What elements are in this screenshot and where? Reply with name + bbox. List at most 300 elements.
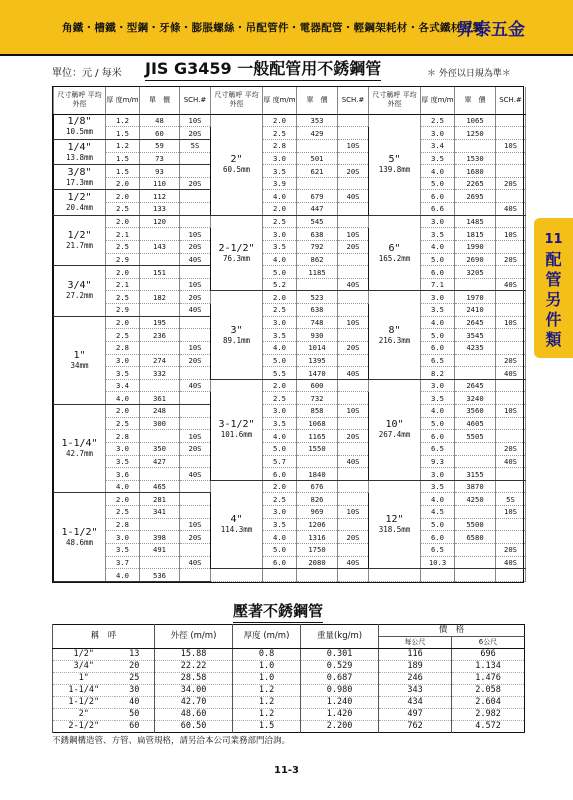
thickness-cell: 3.0 [263, 152, 297, 165]
thickness-cell: 3.0 [106, 354, 140, 367]
price-cell [140, 278, 180, 291]
thickness-cell: 3.0 [106, 442, 140, 455]
sch-cell [496, 240, 526, 253]
thickness-cell: 5.0 [421, 177, 455, 190]
thickness: 1.2 [233, 697, 301, 709]
weight: 0.980 [301, 685, 379, 697]
table-row [54, 506, 526, 519]
price-cell: 1990 [455, 240, 496, 253]
outer-diameter: 42.70 [155, 697, 233, 709]
thickness-cell: 1.2 [106, 139, 140, 152]
size-cell [211, 291, 263, 379]
thickness-cell: 2.5 [421, 114, 455, 127]
table-row [54, 455, 526, 468]
header-price: 單 價 [455, 87, 496, 114]
price-cell: 1206 [297, 518, 338, 531]
sch-cell [496, 291, 526, 304]
price-cell: 638 [297, 228, 338, 241]
sch-cell [338, 203, 369, 216]
thickness-cell: 2.0 [106, 190, 140, 203]
header-price: 單 價 [297, 87, 338, 114]
size-inch: 1" [53, 673, 115, 685]
price-per-6m: 1.476 [452, 673, 525, 685]
sch-cell [496, 165, 526, 178]
price-cell [140, 468, 180, 481]
thickness-cell: 2.5 [106, 417, 140, 430]
outer-diameter: 42.7mm [65, 449, 94, 459]
size-label: 1/8" [67, 116, 92, 128]
price-cell: 1250 [455, 127, 496, 140]
price-cell: 60 [140, 127, 180, 140]
thickness-cell: 2.5 [106, 329, 140, 342]
sch-cell [496, 329, 526, 342]
thickness-cell: 5.0 [421, 417, 455, 430]
empty-cell [455, 569, 496, 582]
sch-cell: 10S [338, 405, 369, 418]
sch-cell [496, 430, 526, 443]
thickness-cell: 2.5 [263, 127, 297, 140]
price-cell: 3545 [455, 329, 496, 342]
table-row [54, 531, 526, 544]
sch-cell [338, 468, 369, 481]
sch-cell [496, 341, 526, 354]
size-mm: 30 [115, 685, 155, 697]
thickness-cell: 2.1 [106, 278, 140, 291]
sch-cell: 20S [180, 354, 211, 367]
price-cell: 501 [297, 152, 338, 165]
thickness-cell: 3.0 [421, 468, 455, 481]
size-label: 3-1/2" [218, 419, 255, 431]
price-cell: 1750 [297, 543, 338, 556]
price-cell [455, 139, 496, 152]
size-cell [54, 493, 106, 582]
sch-cell: 10S [338, 316, 369, 329]
price-cell: 427 [140, 455, 180, 468]
section-title-press: 壓著不銹鋼管 [233, 600, 323, 623]
thickness-cell: 2.5 [263, 493, 297, 506]
sch-cell [180, 165, 211, 178]
sch-cell [338, 266, 369, 279]
thickness-cell: 1.2 [106, 114, 140, 127]
price-cell [140, 518, 180, 531]
thickness: 1.2 [233, 685, 301, 697]
thickness-cell: 3.5 [263, 518, 297, 531]
price-cell: 3205 [455, 266, 496, 279]
thickness-cell: 2.0 [106, 316, 140, 329]
price-cell: 679 [297, 190, 338, 203]
thickness-cell: 3.5 [421, 152, 455, 165]
size-cell [369, 114, 421, 215]
header-size: 稱 呼 [53, 625, 155, 649]
price-cell: 523 [297, 291, 338, 304]
sch-cell [180, 405, 211, 418]
outer-diameter: 22.22 [155, 661, 233, 673]
table-row [54, 114, 526, 127]
sch-cell [338, 543, 369, 556]
price-per-meter: 343 [379, 685, 452, 697]
thickness-cell: 3.0 [263, 316, 297, 329]
thickness-cell: 3.0 [421, 127, 455, 140]
price-cell: 3240 [455, 392, 496, 405]
sch-cell: 20S [180, 127, 211, 140]
table-row [54, 266, 526, 279]
sch-cell: 10S [180, 228, 211, 241]
header-price: 單 價 [140, 87, 180, 114]
price-per-6m: 2.058 [452, 685, 525, 697]
sch-cell: 40S [496, 455, 526, 468]
sch-cell [338, 215, 369, 228]
sch-cell [496, 379, 526, 392]
size-cell [211, 379, 263, 480]
price-cell: 361 [140, 392, 180, 405]
sch-cell [338, 114, 369, 127]
thickness-cell: 4.0 [263, 190, 297, 203]
thickness-cell: 3.0 [421, 291, 455, 304]
price-table-press [52, 624, 525, 733]
chapter-label [534, 250, 573, 350]
size-cell [54, 266, 106, 317]
size-inch: 2" [53, 709, 115, 721]
table-row [54, 190, 526, 203]
thickness-cell: 6.5 [421, 442, 455, 455]
price-cell: 676 [297, 480, 338, 493]
header-sch: SCH.# [496, 87, 526, 114]
empty-cell [297, 569, 338, 582]
price-cell: 792 [297, 240, 338, 253]
size-cell [54, 405, 106, 493]
thickness-cell: 9.3 [421, 455, 455, 468]
thickness-cell: 3.0 [263, 405, 297, 418]
thickness-cell: 2.5 [106, 291, 140, 304]
size-label: 12" [385, 514, 404, 526]
outer-diameter: 13.8mm [65, 152, 94, 162]
price-per-meter: 189 [379, 661, 452, 673]
price-cell: 353 [297, 114, 338, 127]
thickness-cell: 3.5 [106, 543, 140, 556]
thickness-cell: 3.4 [421, 139, 455, 152]
chapter-tab[interactable] [534, 218, 573, 358]
thickness-cell: 5.0 [263, 266, 297, 279]
sch-cell [496, 468, 526, 481]
sch-cell [338, 304, 369, 317]
sch-cell [180, 266, 211, 279]
thickness-cell: 3.5 [263, 240, 297, 253]
table-row [54, 278, 526, 291]
price-cell: 1014 [297, 341, 338, 354]
price-cell: 151 [140, 266, 180, 279]
price-cell: 182 [140, 291, 180, 304]
empty-cell [338, 569, 369, 582]
price-cell [140, 253, 180, 266]
size-label: 2" [230, 154, 243, 166]
size-label: 2-1/2" [218, 242, 255, 254]
thickness-cell: 7.1 [421, 278, 455, 291]
size-cell [369, 480, 421, 568]
price-cell [140, 304, 180, 317]
weight: 0.687 [301, 673, 379, 685]
thickness-cell: 4.0 [421, 240, 455, 253]
price-cell [140, 379, 180, 392]
size-mm: 13 [115, 649, 155, 661]
thickness-cell: 4.0 [421, 405, 455, 418]
sch-cell [338, 354, 369, 367]
thickness-cell: 2.0 [263, 379, 297, 392]
price-cell: 3155 [455, 468, 496, 481]
sch-cell [180, 480, 211, 493]
sch-cell: 40S [180, 468, 211, 481]
price-cell [455, 556, 496, 569]
table-row [53, 709, 525, 721]
price-cell: 2690 [455, 253, 496, 266]
size-mm: 20 [115, 661, 155, 673]
sch-cell: 40S [180, 379, 211, 392]
thickness-cell: 3.5 [421, 392, 455, 405]
thickness-cell: 3.5 [421, 228, 455, 241]
outer-diameter: 34mm [70, 360, 89, 370]
size-mm: 60 [115, 721, 155, 733]
price-cell: 59 [140, 139, 180, 152]
price-cell: 1185 [297, 266, 338, 279]
table-row [54, 215, 526, 228]
price-cell [455, 278, 496, 291]
thickness-cell: 5.0 [421, 253, 455, 266]
thickness-cell: 4.0 [106, 392, 140, 405]
outer-diameter: 15.88 [155, 649, 233, 661]
thickness-cell: 4.0 [263, 430, 297, 443]
price-cell: 2080 [297, 556, 338, 569]
sch-cell: 40S [338, 190, 369, 203]
thickness-cell: 3.5 [263, 417, 297, 430]
price-cell: 143 [140, 240, 180, 253]
size-cell [54, 139, 106, 164]
thickness-cell: 4.0 [263, 253, 297, 266]
outer-diameter: 28.58 [155, 673, 233, 685]
weight: 0.529 [301, 661, 379, 673]
header-per-6m: 6公尺 [452, 637, 525, 649]
size-label: 1-1/2" [61, 526, 98, 538]
table-row [54, 203, 526, 216]
price-cell: 281 [140, 493, 180, 506]
sch-cell: 10S [338, 506, 369, 519]
outer-diameter: 114.3mm [220, 525, 253, 535]
sch-cell: 40S [180, 253, 211, 266]
sch-cell [180, 417, 211, 430]
sch-cell [180, 329, 211, 342]
sch-cell [180, 190, 211, 203]
outer-diameter: 34.00 [155, 685, 233, 697]
thickness-cell: 2.9 [106, 304, 140, 317]
sch-cell [180, 569, 211, 582]
thickness-cell: 3.0 [263, 506, 297, 519]
thickness-cell: 3.7 [106, 556, 140, 569]
size-label: 1/2" [67, 192, 92, 204]
outer-diameter: 10.5mm [65, 127, 94, 137]
sch-cell: 10S [180, 114, 211, 127]
empty-cell [496, 569, 526, 582]
empty-cell [263, 569, 297, 582]
table-row [54, 316, 526, 329]
thickness-cell: 3.5 [421, 480, 455, 493]
price-cell [455, 203, 496, 216]
thickness-cell: 2.0 [263, 114, 297, 127]
table-row [53, 673, 525, 685]
price-cell: 969 [297, 506, 338, 519]
price-cell: 1065 [455, 114, 496, 127]
price-per-6m: 2.982 [452, 709, 525, 721]
price-cell: 195 [140, 316, 180, 329]
sch-cell [180, 367, 211, 380]
thickness: 1.0 [233, 673, 301, 685]
price-cell: 447 [297, 203, 338, 216]
thickness-cell: 3.0 [421, 215, 455, 228]
sch-cell [338, 417, 369, 430]
table-row [54, 518, 526, 531]
price-cell: 236 [140, 329, 180, 342]
sch-cell [180, 543, 211, 556]
sch-cell: 20S [496, 442, 526, 455]
price-cell: 1550 [297, 442, 338, 455]
table-row [54, 152, 526, 165]
thickness-cell: 2.0 [106, 405, 140, 418]
table-row [54, 329, 526, 342]
size-cell [54, 114, 106, 139]
price-grid [53, 87, 526, 582]
table-row [54, 291, 526, 304]
table-row [54, 228, 526, 241]
sch-cell: 20S [496, 253, 526, 266]
price-cell: 930 [297, 329, 338, 342]
thickness-cell: 3.6 [106, 468, 140, 481]
table-row [54, 569, 526, 582]
thickness-cell: 2.0 [106, 177, 140, 190]
table-row [54, 468, 526, 481]
footnote: 不銹鋼構造管、方管、扁管規格，請另洽本公司業務部門洽詢。 [52, 736, 291, 746]
size-label: 3/8" [67, 166, 92, 178]
size-label: 1" [73, 349, 86, 361]
thickness-cell: 6.0 [421, 341, 455, 354]
sch-cell: 20S [338, 240, 369, 253]
table-row [54, 177, 526, 190]
sch-cell: 10S [180, 278, 211, 291]
sch-cell: 20S [180, 177, 211, 190]
price-cell: 491 [140, 543, 180, 556]
thickness-cell: 4.0 [421, 316, 455, 329]
price-cell: 4250 [455, 493, 496, 506]
thickness-cell: 6.0 [421, 430, 455, 443]
price-per-6m: 2.604 [452, 697, 525, 709]
sch-cell: 20S [180, 240, 211, 253]
price-cell: 1470 [297, 367, 338, 380]
brand-name: 昇泰五金 [457, 20, 525, 40]
price-cell: 638 [297, 304, 338, 317]
sch-cell [496, 127, 526, 140]
sch-cell: 5S [496, 493, 526, 506]
price-cell: 1165 [297, 430, 338, 443]
thickness-cell: 2.0 [263, 291, 297, 304]
price-cell: 2410 [455, 304, 496, 317]
size-label: 3/4" [67, 280, 92, 292]
header-weight: 重量(kg/m) [301, 625, 379, 649]
price-cell: 350 [140, 442, 180, 455]
sch-cell: 20S [180, 531, 211, 544]
table-row [54, 304, 526, 317]
sch-cell: 10S [180, 341, 211, 354]
header-sch: SCH.# [180, 87, 211, 114]
thickness-cell: 1.5 [106, 152, 140, 165]
size-inch: 1-1/2" [53, 697, 115, 709]
price-per-meter: 246 [379, 673, 452, 685]
od-note: ＊ 外徑以日規為準＊ [427, 69, 511, 79]
table-row [54, 354, 526, 367]
thickness-cell: 2.5 [106, 506, 140, 519]
sch-cell [496, 215, 526, 228]
price-cell: 600 [297, 379, 338, 392]
sch-cell [496, 417, 526, 430]
header-sch: SCH.# [338, 87, 369, 114]
empty-cell [211, 569, 263, 582]
thickness-cell: 4.5 [421, 506, 455, 519]
table-row [54, 127, 526, 140]
size-label: 5" [388, 154, 401, 166]
price-cell [297, 139, 338, 152]
weight: 0.301 [301, 649, 379, 661]
header-per-meter: 每公尺 [379, 637, 452, 649]
thickness-cell: 3.5 [263, 165, 297, 178]
sch-cell [338, 127, 369, 140]
thickness-cell: 4.0 [421, 165, 455, 178]
sch-cell [180, 392, 211, 405]
table-row [54, 240, 526, 253]
outer-diameter: 21.7mm [65, 240, 94, 250]
sch-cell [338, 253, 369, 266]
price-cell [140, 228, 180, 241]
table-row [53, 661, 525, 673]
price-cell: 1840 [297, 468, 338, 481]
price-cell: 120 [140, 215, 180, 228]
header-bar [0, 0, 573, 54]
sch-cell: 40S [180, 556, 211, 569]
price-cell: 300 [140, 417, 180, 430]
sch-cell [496, 480, 526, 493]
sch-cell: 10S [338, 139, 369, 152]
header-size: 尺寸稱呼 平均外徑 [369, 87, 421, 114]
price-cell: 110 [140, 177, 180, 190]
sch-cell [496, 392, 526, 405]
thickness-cell: 6.0 [421, 531, 455, 544]
price-cell [140, 430, 180, 443]
empty-cell [369, 569, 421, 582]
sch-cell [180, 215, 211, 228]
outer-diameter: 76.3mm [222, 253, 251, 263]
outer-diameter: 60.5mm [222, 165, 251, 175]
size-cell [211, 114, 263, 215]
thickness-cell: 3.0 [263, 228, 297, 241]
price-cell: 862 [297, 253, 338, 266]
thickness-cell: 6.5 [421, 543, 455, 556]
table-row [54, 430, 526, 443]
thickness-cell: 2.0 [106, 493, 140, 506]
thickness-cell: 4.0 [263, 531, 297, 544]
thickness-cell: 2.1 [106, 228, 140, 241]
price-cell: 2265 [455, 177, 496, 190]
thickness-cell: 6.0 [421, 266, 455, 279]
price-cell [455, 367, 496, 380]
header-size: 尺寸稱呼 平均外徑 [54, 87, 106, 114]
sch-cell [496, 190, 526, 203]
price-per-6m: 696 [452, 649, 525, 661]
size-cell [369, 379, 421, 480]
price-cell [297, 177, 338, 190]
